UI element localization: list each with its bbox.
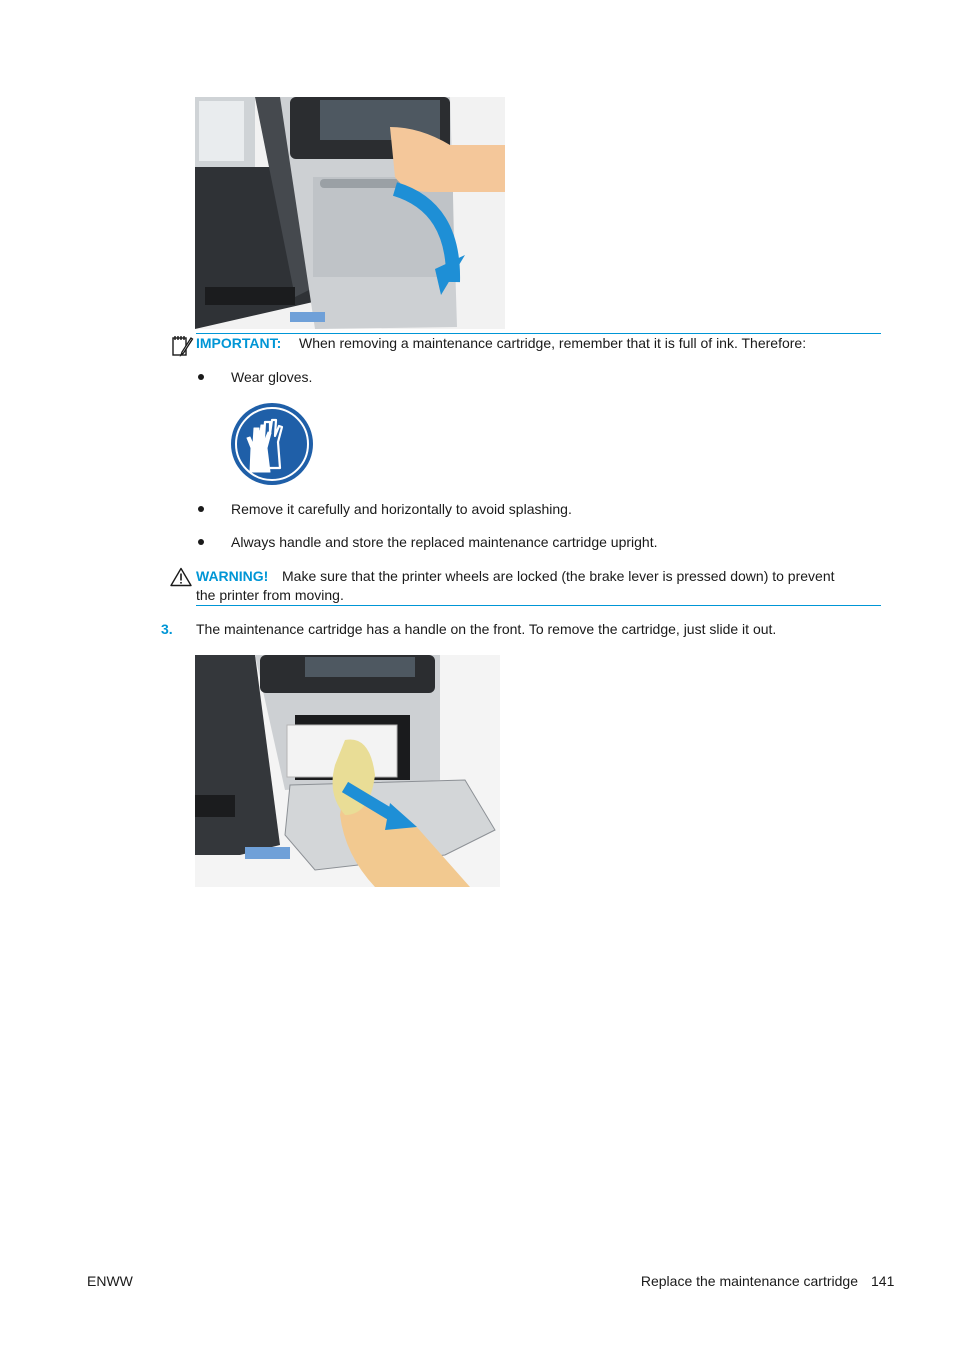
warning-text-line1: Make sure that the printer wheels are locked (the brake lever is pressed down) to prevent — [282, 568, 835, 584]
footer-section-title: Replace the maintenance cartridge — [640, 1273, 858, 1289]
warning-label: WARNING! — [196, 568, 269, 584]
important-text: When removing a maintenance cartridge, remember that it is full of ink. Therefore: — [299, 335, 807, 351]
figure-open-door — [195, 97, 505, 329]
bullet-dot — [198, 506, 204, 512]
important-label: IMPORTANT: — [196, 335, 282, 351]
gloves-icon — [230, 402, 314, 486]
bullet-dot — [198, 374, 204, 380]
bullet-remove-carefully: Remove it carefully and horizontally to avoid splashing. — [231, 501, 572, 517]
bullet-dot — [198, 539, 204, 545]
step-text: The maintenance cartridge has a handle on the front. To remove the cartridge, just slide it out. — [196, 621, 777, 637]
warning-rule — [196, 605, 881, 606]
bullet-wear-gloves: Wear gloves. — [231, 369, 313, 385]
figure-slide-out — [195, 655, 500, 887]
important-icon — [171, 334, 195, 358]
warning-icon — [170, 567, 192, 587]
warning-text-line2: the printer from moving. — [196, 587, 344, 603]
footer-page-number: 141 — [871, 1273, 895, 1289]
bullet-store-upright: Always handle and store the replaced maintenance cartridge upright. — [231, 534, 658, 550]
step-number: 3. — [161, 621, 173, 637]
footer-left: ENWW — [87, 1273, 133, 1289]
